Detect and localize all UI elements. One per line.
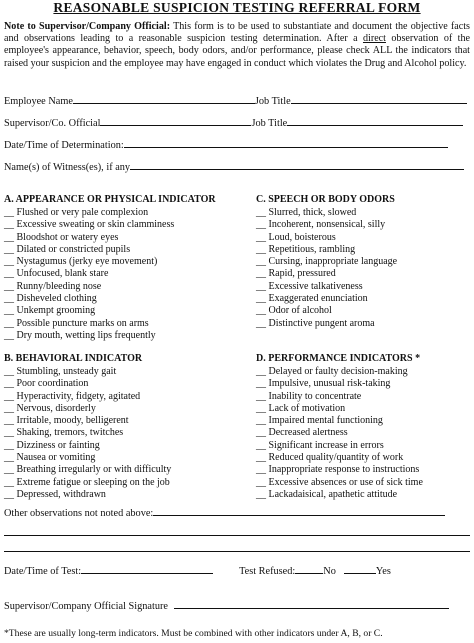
list-item[interactable]: __ Dry mouth, wetting lips frequently (4, 329, 156, 341)
other-observations-row (4, 505, 445, 519)
list-item[interactable]: __ Nervous, disorderly (4, 402, 96, 414)
list-item[interactable]: __ Incoherent, nonsensical, silly (256, 219, 386, 231)
section-b-list (4, 366, 171, 501)
refused-no-label: No (323, 566, 336, 577)
employee-name-line[interactable] (73, 93, 255, 104)
section-d-title: D. PERFORMANCE INDICATORS * (256, 353, 421, 364)
test-date-line[interactable] (81, 563, 213, 574)
section-a-title: A. APPEARANCE OR PHYSICAL INDICATOR (4, 194, 216, 205)
list-item[interactable]: __ Depressed, withdrawn (4, 488, 106, 500)
section-c-list (256, 207, 397, 330)
list-item[interactable]: __ Inappropriate response to instructions (256, 464, 420, 476)
list-item[interactable]: __ Lack of motivation (256, 402, 346, 414)
list-item[interactable]: __ Poor coordination (4, 378, 89, 390)
refused-yes-label: Yes (375, 566, 391, 577)
witness-label: Name(s) of Witness(es), if any (4, 162, 131, 173)
note-text-b: observation of the employee's appearance, behavior, speech, body odors, and/or performance, please check ALL the indicators that raised your suspicion and the employee may have engaged in conduct which violates the Drug and Alcohol policy. (4, 33, 470, 69)
list-item[interactable]: __ Extreme fatigue or sleeping on the job (4, 476, 170, 488)
list-item[interactable]: __ Shaking, tremors, twitches (4, 427, 124, 439)
list-item[interactable]: __ Irritable, moody, belligerent (4, 415, 129, 427)
list-item[interactable]: __ Decreased alertness (256, 427, 348, 439)
refused-yes-line[interactable] (344, 563, 376, 574)
other-observations-line[interactable] (153, 505, 445, 516)
list-item[interactable]: __ Delayed or faulty decision-making (256, 366, 408, 377)
employee-name-label: Employee Name (4, 96, 73, 107)
refused-no-line[interactable] (295, 563, 323, 574)
list-item[interactable]: __ Runny/bleeding nose (4, 280, 102, 292)
observation-line-3[interactable] (4, 551, 470, 552)
list-item[interactable]: __ Lackadaisical, apathetic attitude (256, 488, 398, 500)
form-title: REASONABLE SUSPICION TESTING REFERRAL FORM (53, 0, 421, 15)
determination-label: Date/Time of Determination: (4, 140, 124, 151)
list-item[interactable]: __ Significant increase in errors (256, 439, 384, 451)
supervisor-row (4, 115, 463, 129)
list-item[interactable]: __ Loud, boisterous (256, 231, 336, 243)
list-item[interactable]: __ Excessive absences or use of sick time (256, 476, 423, 488)
note-emphasis: direct (362, 33, 386, 45)
list-item[interactable]: __ Possible puncture marks on arms (4, 317, 149, 329)
list-item[interactable]: __ Distinctive pungent aroma (256, 317, 375, 329)
signature-row (4, 598, 449, 612)
list-item[interactable]: __ Unfocused, blank stare (4, 268, 109, 280)
list-item[interactable]: __ Odor of alcohol (256, 305, 332, 317)
employee-name-row (4, 93, 467, 107)
note-text-a: This form is to be used to substantiate and document the objective facts and observations leading to a reasonable suspicion testing determination. After a (4, 21, 470, 45)
list-item[interactable]: __ Rapid, pressured (256, 268, 336, 280)
list-item[interactable]: __ Flushed or very pale complexion (4, 207, 149, 218)
job-title-label-1: Job Title (254, 96, 291, 107)
witness-line[interactable] (130, 159, 464, 170)
list-item[interactable]: __ Dizziness or fainting (4, 439, 100, 451)
list-item[interactable]: __ Cursing, inappropriate language (256, 256, 398, 268)
other-observations-label: Other observations not noted above: (4, 508, 154, 519)
test-row (4, 563, 391, 577)
test-date-label: Date/Time of Test: (4, 566, 82, 577)
list-item[interactable]: __ Bloodshot or watery eyes (4, 231, 119, 243)
list-item[interactable]: __ Reduced quality/quantity of work (256, 452, 404, 464)
supervisor-line[interactable] (100, 115, 251, 126)
witness-row (4, 159, 464, 173)
list-item[interactable]: __ Impaired mental functioning (256, 415, 383, 427)
list-item[interactable]: __ Inability to concentrate (256, 390, 362, 402)
job-title-label-2: Job Title (251, 118, 288, 129)
job-title-line-2[interactable] (287, 115, 463, 126)
list-item[interactable]: __ Stumbling, unsteady gait (4, 366, 117, 377)
observation-line-2[interactable] (4, 535, 470, 536)
job-title-line-1[interactable] (291, 93, 467, 104)
list-item[interactable]: __ Unkempt grooming (4, 305, 96, 317)
list-item[interactable]: __ Exaggerated enunciation (256, 293, 368, 305)
list-item[interactable]: __ Breathing irregularly or with difficulty (4, 464, 172, 476)
list-item[interactable]: __ Excessive sweating or skin clamminess (4, 219, 175, 231)
list-item[interactable]: __ Impulsive, unusual risk-taking (256, 378, 391, 390)
list-item[interactable]: __ Dilated or constricted pupils (4, 243, 131, 255)
test-refused-label: Test Refused: (239, 566, 296, 577)
signature-label: Supervisor/Company Official Signature (4, 601, 168, 612)
section-c-title: C. SPEECH OR BODY ODORS (256, 194, 395, 205)
list-item[interactable]: __ Slurred, thick, slowed (256, 207, 357, 218)
list-item[interactable]: __ Hyperactivity, fidgety, agitated (4, 390, 141, 402)
section-d-list (256, 366, 423, 501)
section-a-list (4, 207, 174, 342)
list-item[interactable]: __ Nausea or vomiting (4, 452, 96, 464)
list-item[interactable]: __ Repetitious, rambling (256, 243, 356, 255)
supervisor-note (4, 21, 470, 70)
list-item[interactable]: __ Excessive talkativeness (256, 280, 363, 292)
footnote: *These are usually long-term indicators. Must be combined with other indicators under A, B, or C. (4, 628, 383, 639)
list-item[interactable]: __ Disheveled clothing (4, 293, 97, 305)
note-label: Note to Supervisor/Company Official: (4, 21, 171, 32)
determination-row (4, 137, 448, 151)
signature-line[interactable] (174, 598, 449, 609)
supervisor-label: Supervisor/Co. Official (4, 118, 101, 129)
determination-line[interactable] (124, 137, 448, 148)
list-item[interactable]: __ Nystagumus (jerky eye movement) (4, 256, 158, 268)
section-b-title: B. BEHAVIORAL INDICATOR (4, 353, 143, 364)
